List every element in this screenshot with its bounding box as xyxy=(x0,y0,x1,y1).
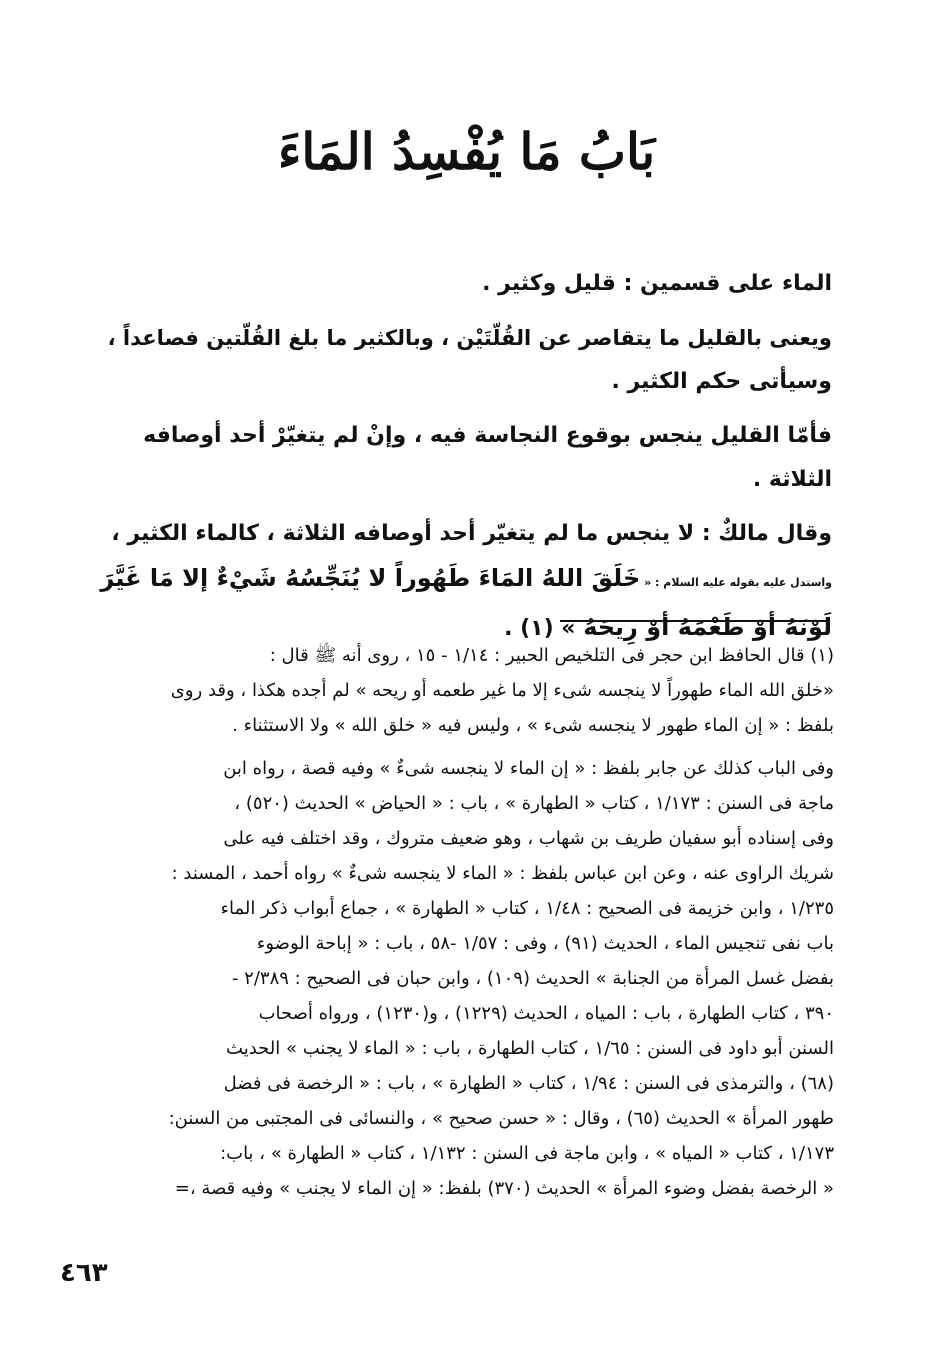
hadith-text-1: خَلَقَ اللهُ المَاءَ طَهُوراً لا يُنَجِّسُهُ شَيْءٌ إلا مَا غَيَّرَ xyxy=(100,564,641,592)
footnote-line: ١/٢٣٥ ، وابن خزيمة فى الصحيح : ١/٤٨ ، كتاب « الطهارة » ، جماع أبواب ذكر الماء xyxy=(220,898,834,919)
paragraph-4-line-1: وقال مالكٌ : لا ينجس ما لم يتغيّر أحد أوصافه الثلاثة ، كالماء الكثير ، xyxy=(111,521,832,546)
footnote-line: وفى الباب كذلك عن جابر بلفظ : « إن الماء لا ينجسه شىءٌ » وفيه قصة ، رواه ابن xyxy=(223,758,834,779)
footnote-1-continued xyxy=(98,751,834,1206)
footnote-line: بلفظ : « إن الماء طهور لا ينجسه شىء » ، وليس فيه « خلق الله » ولا الاستثناء . xyxy=(232,715,834,736)
footnote-line: السنن أبو داود فى السنن : ١/٦٥ ، كتاب الطهارة ، باب : « الماء لا يجنب » الحديث xyxy=(226,1038,834,1059)
footnote-line: وفى إسناده أبو سفيان طريف بن شهاب ، وهو ضعيف متروك ، وقد اختلف فيه على xyxy=(223,828,834,849)
footnote-line: (١) قال الحافظ ابن حجر فى التلخيص الحبير : ١/١٤ - ١٥ ، روى أنه ﷺ قال : xyxy=(269,645,834,666)
footnote-line: ١/١٧٣ ، كتاب « المياه » ، وابن ماجة فى السنن : ١/١٣٢ ، كتاب « الطهارة » ، باب: xyxy=(220,1143,834,1164)
footnote-separator xyxy=(560,620,828,622)
main-text xyxy=(100,262,832,661)
hadith-end: » (١) . xyxy=(504,616,576,641)
footnote-1 xyxy=(98,638,834,743)
chapter-title: بَابُ مَا يُفْسِدُ المَاءَ xyxy=(277,122,656,181)
footnote-line: ماجة فى السنن : ١/١٧٣ ، كتاب « الطهارة » ، باب : « الحياض » الحديث (٥٢٠) ، xyxy=(234,793,834,814)
hadith-text-2: لَوْنَهُ أوْ طَعْمَهُ أوْ رِيحَهُ xyxy=(583,613,832,641)
footnote-line: ٣٩٠ ، كتاب الطهارة ، باب : المياه ، الحديث (١٢٢٩) ، و(١٢٣٠) ، ورواه أصحاب xyxy=(258,1003,834,1024)
paragraph-2-line-1: ويعنى بالقليل ما يتقاصر عن القُلّتَيْن ، وبالكثير ما بلغ القُلّتين فصاعداً ، xyxy=(107,326,832,350)
page-number: ٤٦٣ xyxy=(60,1258,108,1288)
footnote-line: طهور المرأة » الحديث (٦٥) ، وقال : « حسن صحيح » ، والنسائى فى المجتبى من السنن: xyxy=(168,1108,834,1129)
paragraph-3: فأمّا القليل ينجس بوقوع النجاسة فيه ، وإنْ لم يتغيّرْ أحد أوصافه الثلاثة . xyxy=(143,423,832,492)
paragraph-4 xyxy=(100,512,832,651)
footnote-line: شريك الراوى عنه ، وعن ابن عباس بلفظ : « الماء لا ينجسه شىءٌ » رواه أحمد ، المسند : xyxy=(171,863,834,884)
footnote-line: بفضل غسل المرأة من الجنابة » الحديث (١٠٩) ، وابن حبان فى الصحيح : ٢/٣٨٩ - xyxy=(231,968,834,989)
footnote-line: «خلق الله الماء طهوراً لا ينجسه شىء إلا ما غير طعمه أو ريحه » لم أجده هكذا ، وقد روى xyxy=(170,680,834,701)
hadith-intro: واستدل عليه بقوله عليه السلام : « xyxy=(644,576,832,589)
footnotes xyxy=(98,638,834,1214)
footnote-line: (٦٨) ، والترمذى فى السنن : ١/٩٤ ، كتاب « الطهارة » ، باب : « الرخصة فى فضل xyxy=(223,1073,834,1094)
footnote-line: « الرخصة بفضل وضوء المرأة » الحديث (٣٧٠) بلفظ: « إن الماء لا يجنب » وفيه قصة ،= xyxy=(174,1178,834,1199)
paragraph-4-line-2 xyxy=(100,556,832,605)
paragraph-2-line-2: وسيأتى حكم الكثير . xyxy=(611,369,832,394)
paragraph-2 xyxy=(100,316,832,404)
paragraph-1: الماء على قسمين : قليل وكثير . xyxy=(482,271,832,296)
footnote-line: باب نفى تنجيس الماء ، الحديث (٩١) ، وفى : ١/٥٧ -٥٨ ، باب : « إباحة الوضوء xyxy=(256,933,834,954)
